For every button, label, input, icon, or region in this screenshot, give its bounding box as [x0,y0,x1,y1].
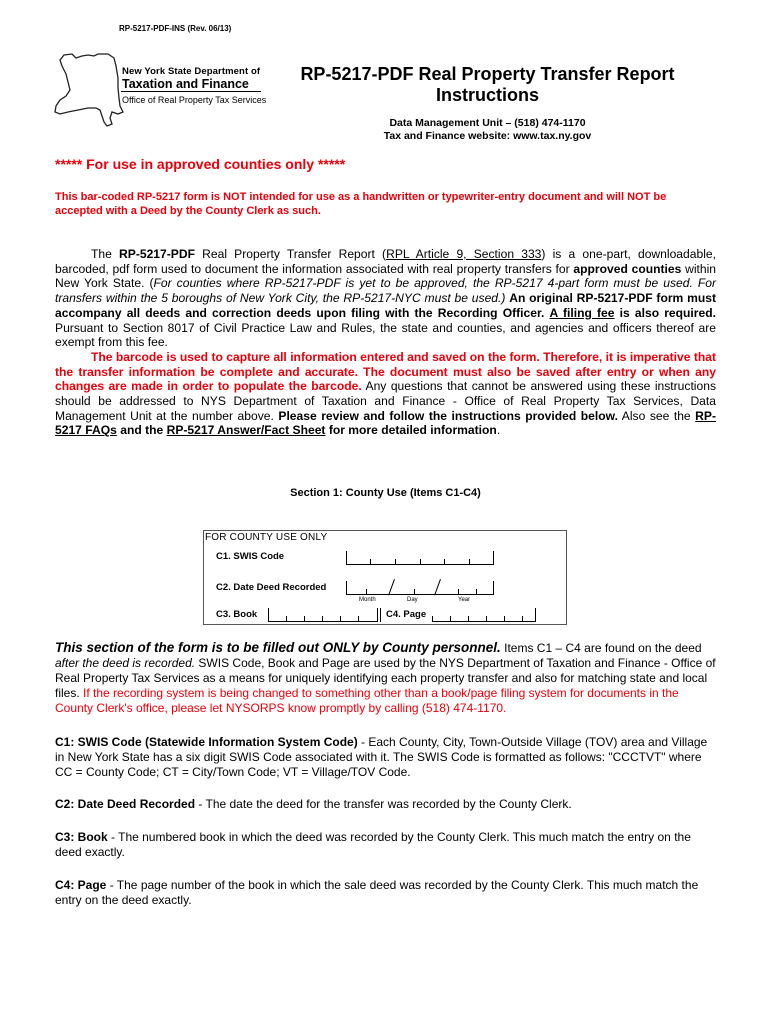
date-recorded-label: C2. Date Deed Recorded [216,582,327,593]
c3-term: C3: Book [55,830,108,844]
review-instructions: Please review and follow the instructions provided below. [278,408,618,423]
filing-fee-text: A filing fee [549,305,615,320]
c3-definition [55,830,716,860]
para-text: SWIS Code, Book and Page are used by the NYS Department of Taxation and Finance - Office of Real Property Tax Services as a means for uniquely identifying each property transfer and also for matching state and local files. [55,656,716,700]
book-field[interactable] [268,608,378,622]
title-line-1: RP-5217-PDF Real Property Transfer Report [300,64,675,84]
intro-text: for more detailed information [325,423,497,438]
form-name: RP-5217-PDF [119,247,195,261]
rpl-link[interactable]: RPL Article 9, Section 333 [386,247,542,261]
c3-text: - The numbered book in which the deed was recorded by the County Clerk. This much match the entry on the deed exactly. [55,830,691,859]
c4-term: C4: Page [55,878,107,892]
form-revision: RP-5217-PDF-INS (Rev. 06/13) [119,24,232,33]
contact-info [290,117,685,143]
dept-line-2: Taxation and Finance [122,77,249,91]
page-field[interactable] [432,608,536,622]
intro-text: within New York State. ( [55,261,717,291]
intro-text: Also see the [617,408,696,423]
contact-website: Tax and Finance website: www.tax.ny.gov [383,130,592,142]
intro-text: Real Property Transfer Report ( [194,247,387,261]
intro-paragraph [55,247,716,438]
county-personnel-paragraph [55,640,716,716]
barcode-warning: This bar-coded RP-5217 form is NOT intended for use as a handwritten or typewriter-entry document and will NOT be accepted with a Deed by the County Clerk as such. [55,191,667,217]
intro-text: and the [116,423,167,438]
dept-line-1: New York State Department of [122,66,261,77]
county-only-heading: This section of the form is to be filled out ONLY by County personnel. [55,640,501,655]
recording-system-notice: If the recording system is being changed to something other than a book/page filing system for documents in the County Clerk's office, please let NYSORPS know promptly by calling (518) 474-1170. [55,686,679,715]
book-label: C3. Book [216,609,258,620]
intro-text: ) is a one-part, downloadable, barcoded, pdf form used to document the information associated with real property transfers for [55,247,716,276]
original-required-text: An original RP-5217-PDF form must accompany all deeds and correction deeds upon filing with the Recording Officer. [55,291,716,320]
c1-term: C1: SWIS Code (Statewide Information System Code) [55,735,358,749]
nys-map-icon [52,52,124,128]
year-label: Year [458,597,471,603]
page-label: C4. Page [386,609,427,620]
swis-code-field[interactable] [346,551,494,565]
c2-definition [55,797,716,812]
book-page-divider [380,608,381,622]
c4-text: - The page number of the book in which the sale deed was recorded by the County Clerk. This much match the entry on the deed exactly. [55,878,699,907]
c1-text: - Each County, City, Town-Outside Village (TOV) area and Village in New York State has a six digit SWIS Code associated with it. The SWIS Code is formatted as follows: "CCCTVT" where CC = County Code; CT = City/Town Code; VT = Village/TOV Code. [55,735,708,779]
para-text: Items C1 – C4 are found on the deed [500,641,702,655]
c2-text: - The date the deed for the transfer was recorded by the County Clerk. [195,797,572,811]
approved-counties-banner: ***** For use in approved counties only ***** [55,156,346,172]
c1-definition [55,735,716,780]
title-line-2: Instructions [435,85,539,105]
intro-text: The [91,247,120,261]
approved-counties-text: approved counties [573,261,682,276]
faqs-link[interactable]: RP-5217 FAQs [55,408,716,438]
date-recorded-field[interactable] [346,579,494,595]
fact-sheet-link[interactable]: RP-5217 Answer/Fact Sheet [166,423,326,438]
county-use-header: FOR COUNTY USE ONLY [205,532,328,543]
swis-code-label: C1. SWIS Code [216,551,285,562]
intro-text: Any questions that cannot be answered using these instructions should be addressed to NYS Department of Taxation and Finance - Office of Real Property Tax Services, Data Management Unit at the number above. [55,379,716,423]
county-use-form [203,530,567,625]
day-label: Day [407,597,418,603]
para-text-italic: after the deed is recorded. [55,656,196,670]
page-title [290,64,685,106]
barcode-notice: The barcode is used to capture all information entered and saved on the form. Therefore, it is imperative that the transfer information be complete and accurate. The document must also be saved after entry or when any changes are made in order to populate the barcode. [55,349,716,394]
intro-text: . [496,423,501,438]
contact-phone: Data Management Unit – (518) 474-1170 [389,117,586,129]
intro-text: Pursuant to Section 8017 of Civil Practice Law and Rules, the state and counties, and agencies and officers thereof are exempt from this fee. [55,320,716,350]
section-heading: Section 1: County Use (Items C1-C4) [290,487,481,499]
dept-line-3: Office of Real Property Tax Services [122,95,267,105]
filing-fee-text-2: is also required. [614,305,716,320]
non-approved-note: For counties where RP-5217-PDF is yet to be approved, the RP-5217 4-part form must be used. For transfers within the 5 boroughs of New York City, the RP-5217-NYC must be used.) [55,276,717,306]
c2-term: C2: Date Deed Recorded [55,797,196,811]
month-label: Month [359,597,376,603]
dept-divider [121,91,261,92]
c4-definition [55,878,716,908]
